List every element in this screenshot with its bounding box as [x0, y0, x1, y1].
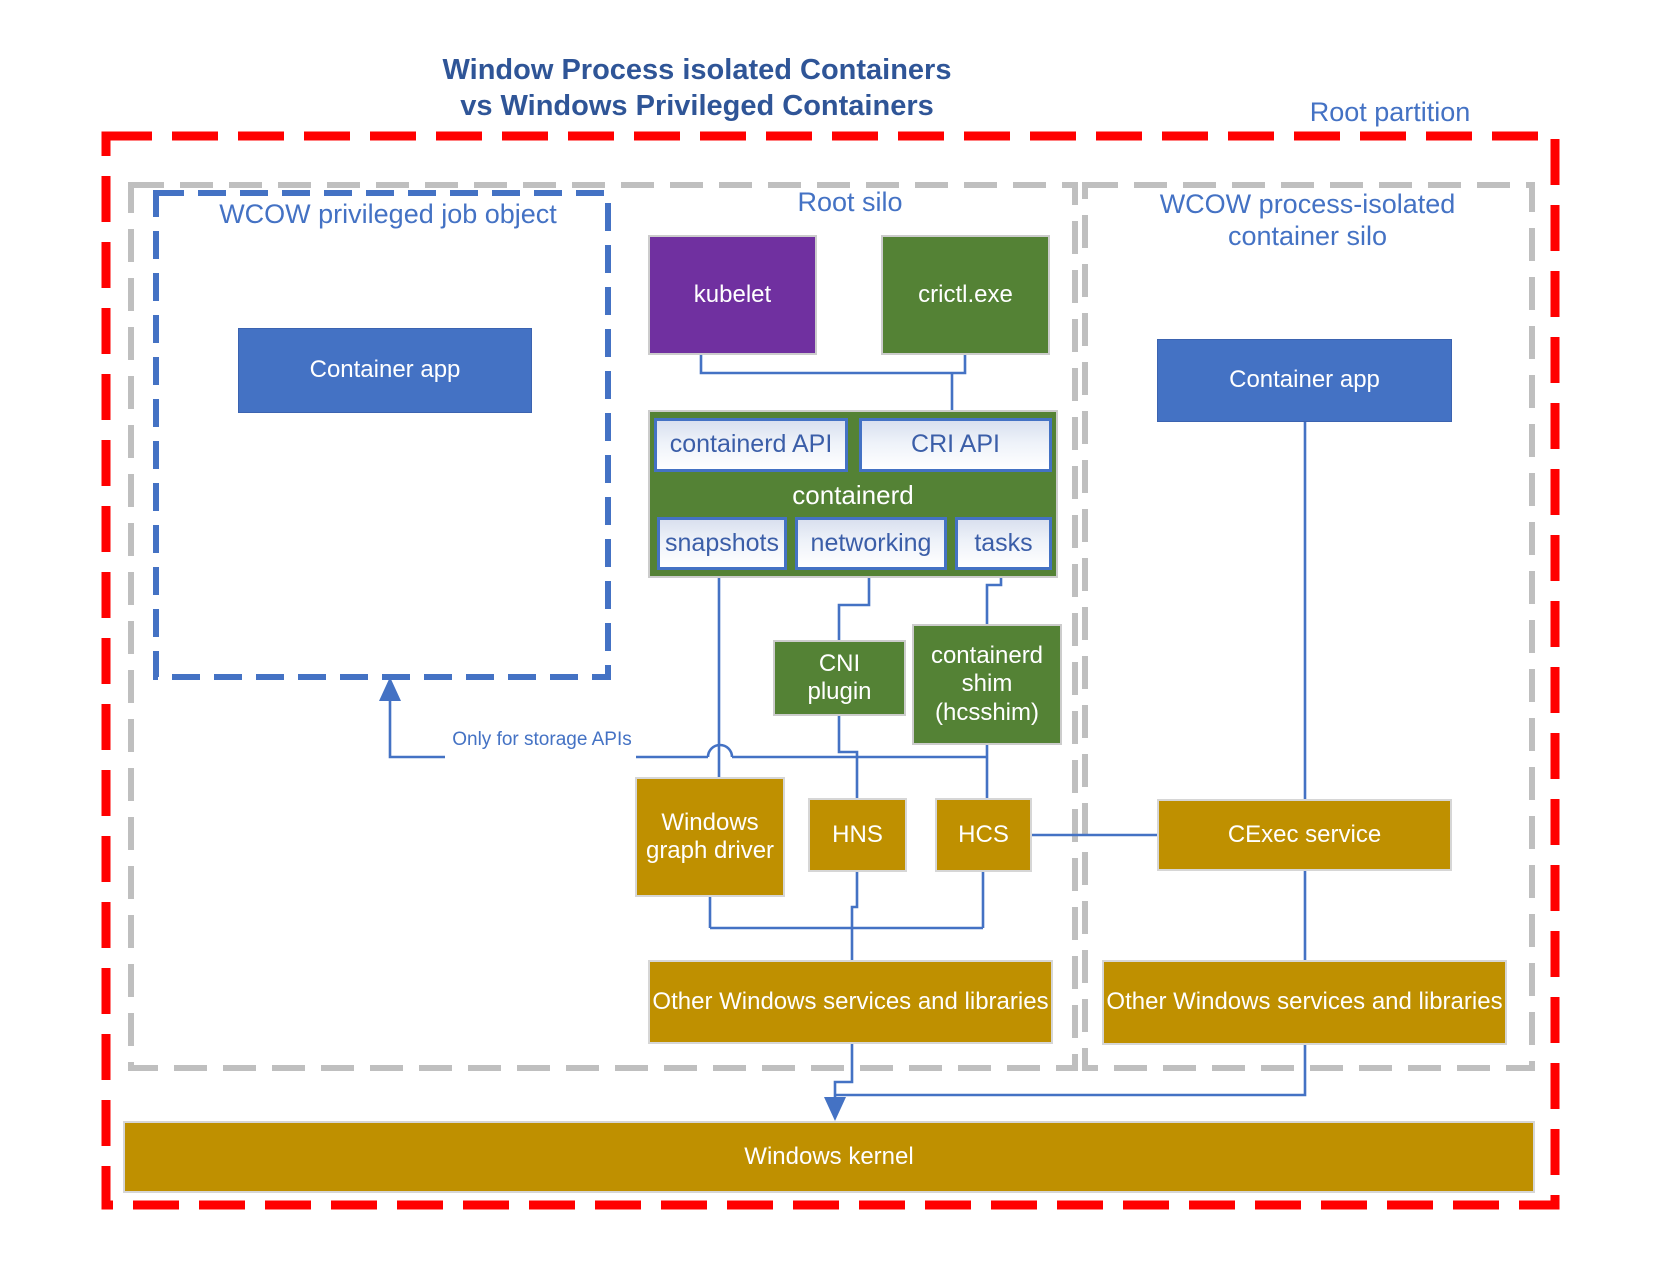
cexec-service-box: CExec service	[1157, 799, 1452, 871]
containerd-label: containerd	[792, 479, 914, 510]
windows-kernel-box: Windows kernel	[123, 1121, 1535, 1193]
kubelet-crictl-merge-line	[701, 355, 965, 373]
storage-arrow-up-icon	[379, 677, 401, 701]
containerd-shim-box: containerd shim (hcsshim)	[912, 624, 1062, 745]
right-silo-title: WCOW process-isolated container silo	[1159, 189, 1456, 252]
crictl-box: crictl.exe	[881, 235, 1050, 355]
right-services-to-kernel-line	[835, 1045, 1305, 1095]
diagram-title	[347, 52, 1047, 125]
diagram-title-line2: vs Windows Privileged Containers	[460, 90, 934, 123]
diagram-title-line1: Window Process isolated Containers	[442, 54, 952, 86]
other-services-right-box: Other Windows services and libraries	[1102, 960, 1507, 1045]
root-partition-label: Root partition	[1309, 97, 1471, 127]
windows-graph-driver-box: Windows graph driver	[635, 777, 785, 897]
containerd-box	[648, 410, 1058, 578]
cri-api-box: CRI API	[859, 418, 1052, 472]
kernel-arrow-down-icon	[824, 1097, 846, 1121]
tasks-box: tasks	[955, 517, 1052, 570]
tasks-to-shim-line	[987, 578, 1001, 624]
networking-box: networking	[795, 517, 947, 570]
job-object-title: WCOW privileged job object	[219, 199, 557, 229]
kubelet-box: kubelet	[648, 235, 817, 355]
snapshots-box: snapshots	[657, 517, 787, 570]
other-services-left-box: Other Windows services and libraries	[648, 960, 1053, 1044]
storage-note-label: Only for storage APIs	[452, 729, 632, 750]
container-app-left-box: Container app	[238, 328, 532, 413]
hcs-box: HCS	[935, 798, 1032, 872]
container-app-right-box: Container app	[1157, 339, 1452, 422]
hns-box: HNS	[808, 798, 907, 872]
networking-to-cni-line	[839, 578, 869, 640]
root-silo-title: Root silo	[797, 187, 903, 217]
cni-plugin-box: CNI plugin	[773, 640, 906, 716]
hns-down-line	[852, 872, 857, 928]
containerd-api-box: containerd API	[654, 418, 848, 472]
